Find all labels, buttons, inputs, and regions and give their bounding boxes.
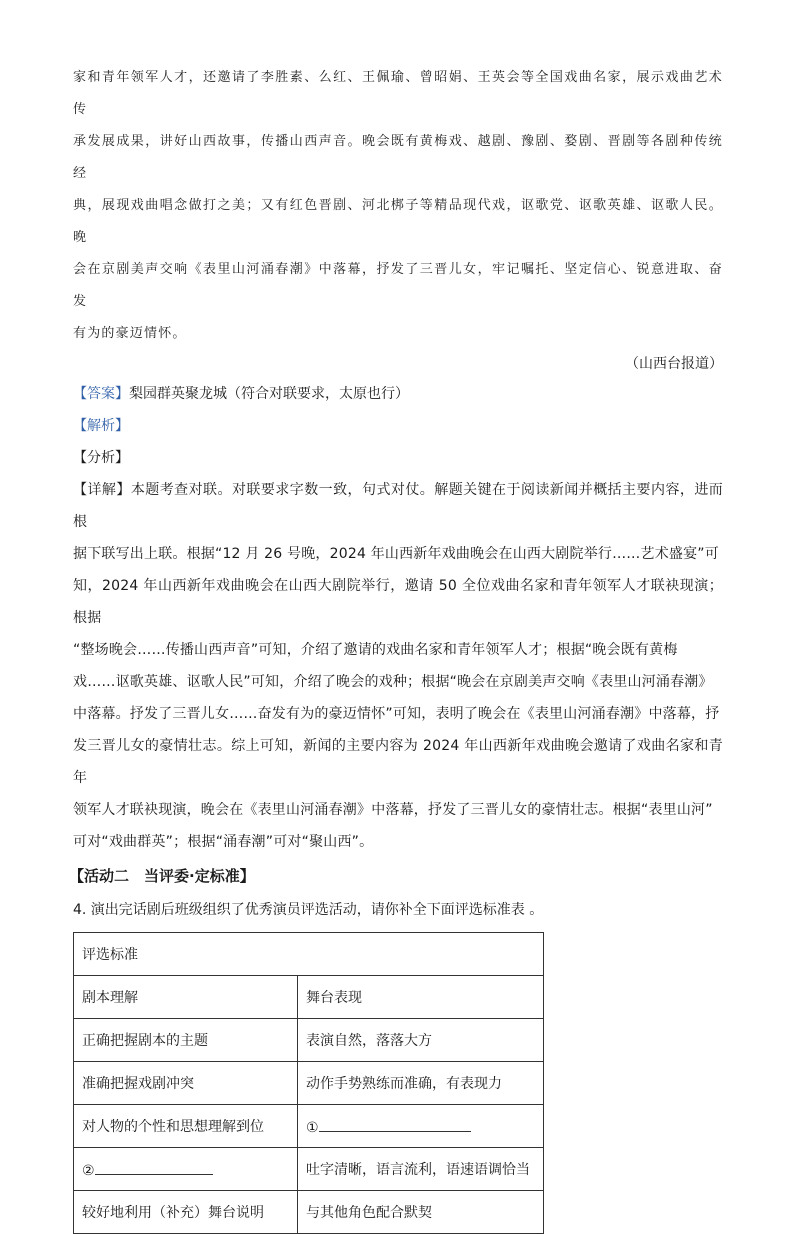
table-cell: 准确把握戏剧冲突 [74, 1062, 298, 1105]
answer-label: 【答案】 [73, 386, 129, 402]
table-cell: 与其他角色配合默契 [298, 1191, 544, 1234]
table-row [74, 1019, 544, 1062]
news-source: （山西台报道） [625, 356, 723, 372]
news-line: 会在京剧美声交响《表里山河涌春潮》中落幕，抒发了三晋儿女，牢记嘱托、坚定信心、锐意进取、奋发 [73, 262, 723, 309]
table-cell: 动作手势熟练而准确，有表现力 [298, 1062, 544, 1105]
news-line: 典，展现戏曲唱念做打之美；又有红色晋剧、河北梆子等精品现代戏，讴歌党、讴歌英雄、讴歌人民。晚 [73, 198, 723, 245]
table-title-row [74, 933, 544, 976]
blank-cell-2[interactable] [74, 1148, 298, 1191]
criteria-table [73, 932, 544, 1234]
blank-cell-1[interactable] [298, 1105, 544, 1148]
header-stage: 舞台表现 [298, 976, 544, 1019]
detail-line: 领军人才联袂现演，晚会在《表里山河涌春潮》中落幕，抒发了三晋儿女的豪情壮志。根据“表里山河” [73, 802, 713, 818]
analysis-label: 【解析】 [73, 418, 129, 434]
news-line: 家和青年领军人才，还邀请了李胜素、么红、王佩瑜、曾昭娟、王英会等全国戏曲名家，展示戏曲艺术传 [73, 70, 723, 117]
detail-line: 中落幕。抒发了三晋儿女……奋发有为的豪迈情怀”可知，表明了晚会在《表里山河涌春潮》中落幕，抒 [73, 706, 720, 722]
table-cell: 表演自然，落落大方 [298, 1019, 544, 1062]
table-cell: 吐字清晰，语言流利，语速语调恰当 [298, 1148, 544, 1191]
detail-line: 发三晋儿女的豪情壮志。综上可知，新闻的主要内容为 2024 年山西新年戏曲晚会邀请了戏曲名家和青年 [73, 738, 723, 786]
table-header-row [74, 976, 544, 1019]
answer-blank-2[interactable] [95, 1160, 213, 1175]
table-row [74, 1148, 544, 1191]
answer-text: 梨园群英聚龙城（符合对联要求，太原也行） [129, 386, 409, 402]
table-row [74, 1105, 544, 1148]
detail-text: 本题考查对联。对联要求字数一致，句式对仗。解题关键在于阅读新闻并概括主要内容，进而根 [73, 482, 723, 530]
news-line: 有为的豪迈情怀。 [73, 326, 187, 341]
table-row [74, 1191, 544, 1234]
detail-label: 【详解】 [73, 482, 131, 498]
blank-marker-1: ① [306, 1119, 319, 1136]
analysis-line [73, 410, 723, 442]
detail-line: 可对“戏曲群英”；根据“涌春潮”可对“聚山西”。 [73, 834, 374, 850]
section-heading: 【活动二 当评委·定标准】 [69, 867, 255, 885]
table-cell: 较好地利用（补充）舞台说明 [74, 1191, 298, 1234]
news-article [73, 62, 723, 376]
detail-line: “整场晚会……传播山西声音”可知，介绍了邀请的戏曲名家和青年领军人才；根据“晚会既有黄梅 [73, 642, 678, 658]
news-line: 承发展成果，讲好山西故事，传播山西声音。晚会既有黄梅戏、越剧、豫剧、婺剧、晋剧等各剧种传统经 [73, 134, 723, 181]
table-cell: 对人物的个性和思想理解到位 [74, 1105, 298, 1148]
detail-block [73, 474, 723, 858]
fenxi-label: 【分析】 [73, 450, 129, 466]
detail-line: 知，2024 年山西新年戏曲晚会在山西大剧院举行，邀请 50 全位戏曲名家和青年领军人才联袂现演；根据 [73, 578, 723, 626]
detail-line: 戏……讴歌英雄、讴歌人民”可知，介绍了晚会的戏种；根据“晚会在京剧美声交响《表里山河涌春潮》 [73, 674, 713, 690]
header-script: 剧本理解 [74, 976, 298, 1019]
answer-line [73, 378, 723, 410]
blank-marker-2: ② [82, 1162, 95, 1179]
detail-line: 据下联写出上联。根据“12 月 26 号晚，2024 年山西新年戏曲晚会在山西大剧院举行……艺术盛宴”可 [73, 546, 719, 562]
question-4: 4. 演出完话剧后班级组织了优秀演员评选活动，请你补全下面评选标准表 。 [73, 902, 544, 918]
fenxi-line [73, 442, 723, 474]
detail-line [73, 474, 723, 538]
table-title: 评选标准 [74, 933, 544, 976]
answer-blank-1[interactable] [319, 1117, 471, 1132]
table-row [74, 1062, 544, 1105]
table-cell: 正确把握剧本的主题 [74, 1019, 298, 1062]
document-page [69, 62, 723, 1234]
